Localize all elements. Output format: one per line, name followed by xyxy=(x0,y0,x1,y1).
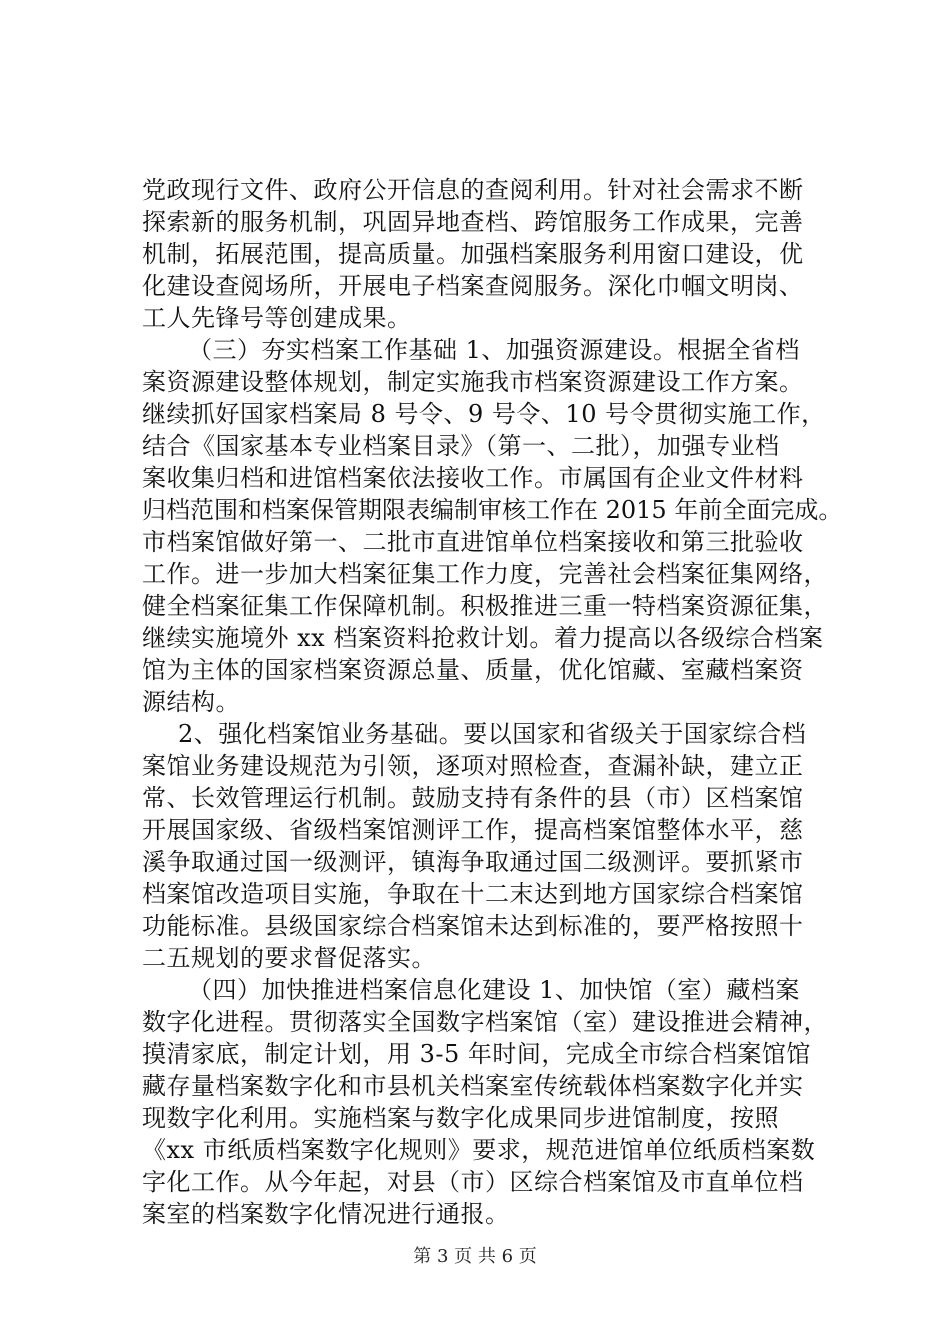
text-line: 功能标准。县级国家综合档案馆未达到标准的，要严格按照十 xyxy=(142,912,804,940)
text-line: 探索新的服务机制，巩固异地查档、跨馆服务工作成果，完善 xyxy=(142,208,804,236)
text-line: 案馆业务建设规范为引领，逐项对照检查，查漏补缺，建立正 xyxy=(142,752,804,780)
text-line: 摸清家底，制定计划，用 3-5 年时间，完成全市综合档案馆馆 xyxy=(142,1040,811,1068)
page-footer: 第 3 页 共 6 页 xyxy=(413,1246,537,1267)
text-line: 市档案馆做好第一、二批市直进馆单位档案接收和第三批验收 xyxy=(142,528,804,556)
text-line: 常、长效管理运行机制。鼓励支持有条件的县（市）区档案馆 xyxy=(142,784,804,812)
text-line: 源结构。 xyxy=(142,688,240,716)
paragraph-start-line: （三）夯实档案工作基础 1、加强资源建设。根据全省档 xyxy=(188,336,800,364)
paragraph-start-line: （四）加快推进档案信息化建设 1、加快馆（室）藏档案 xyxy=(188,976,800,1004)
text-line: 馆为主体的国家档案资源总量、质量，优化馆藏、室藏档案资 xyxy=(142,656,804,684)
text-line: 化建设查阅场所，开展电子档案查阅服务。深化巾帼文明岗、 xyxy=(142,272,804,300)
text-line: 机制，拓展范围，提高质量。加强档案服务利用窗口建设，优 xyxy=(142,240,804,268)
text-line: 继续抓好国家档案局 8 号令、9 号令、10 号令贯彻实施工作， xyxy=(142,400,826,428)
text-line: 健全档案征集工作保障机制。积极推进三重一特档案资源征集， xyxy=(142,592,828,620)
text-line: 工作。进一步加大档案征集工作力度，完善社会档案征集网络， xyxy=(142,560,828,588)
text-line: 归档范围和档案保管期限表编制审核工作在 2015 年前全面完成。 xyxy=(142,496,843,524)
text-line: 工人先锋号等创建成果。 xyxy=(142,304,412,332)
text-line: 案室的档案数字化情况进行通报。 xyxy=(142,1200,510,1228)
text-line: 藏存量档案数字化和市县机关档案室传统载体档案数字化并实 xyxy=(142,1072,804,1100)
text-line: 案资源建设整体规划，制定实施我市档案资源建设工作方案。 xyxy=(142,368,804,396)
text-line: 《xx 市纸质档案数字化规则》要求，规范进馆单位纸质档案数 xyxy=(142,1136,816,1164)
text-line: 开展国家级、省级档案馆测评工作，提高档案馆整体水平，慈 xyxy=(142,816,804,844)
text-line: 结合《国家基本专业档案目录》（第一、二批），加强专业档 xyxy=(142,432,780,460)
text-line: 二五规划的要求督促落实。 xyxy=(142,944,436,972)
text-line: 数字化进程。贯彻落实全国数字档案馆（室）建设推进会精神， xyxy=(142,1008,828,1036)
text-line: 继续实施境外 xx 档案资料抢救计划。着力提高以各级综合档案 xyxy=(142,624,824,652)
paragraph-start-line: 2、强化档案馆业务基础。要以国家和省级关于国家综合档 xyxy=(178,720,807,748)
text-line: 字化工作。从今年起，对县（市）区综合档案馆及市直单位档 xyxy=(142,1168,804,1196)
text-line: 档案馆改造项目实施，争取在十二末达到地方国家综合档案馆 xyxy=(142,880,804,908)
text-line: 现数字化利用。实施档案与数字化成果同步进馆制度，按照 xyxy=(142,1104,779,1132)
text-line: 党政现行文件、政府公开信息的查阅利用。针对社会需求不断 xyxy=(142,176,804,204)
text-line: 溪争取通过国一级测评，镇海争取通过国二级测评。要抓紧市 xyxy=(142,848,804,876)
text-line: 案收集归档和进馆档案依法接收工作。市属国有企业文件材料 xyxy=(142,464,804,492)
